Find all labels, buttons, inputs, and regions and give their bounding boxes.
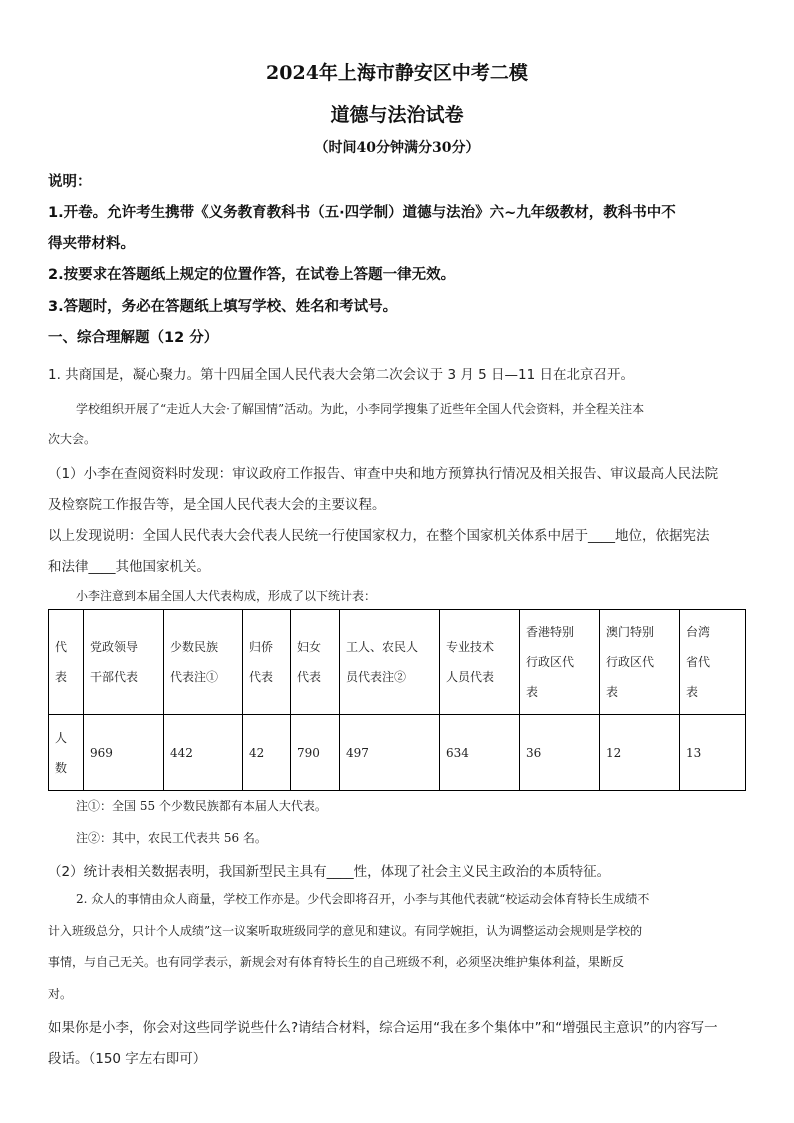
- table-cell: 36: [520, 715, 600, 791]
- table-cell: 42: [243, 715, 291, 791]
- exam-title: 2024年上海市静安区中考二模: [266, 62, 528, 84]
- header-cell-returned-overseas: 归侨 代表: [243, 610, 291, 715]
- instruction-1-cont: 得夹带材料。: [48, 236, 135, 252]
- header-cell-hong-kong: 香港特别 行政区代 表: [520, 610, 600, 715]
- section-heading: 一、综合理解题（12 分）: [48, 330, 219, 346]
- q2-material: 2. 众人的事情由众人商量，学校工作亦是。少代会即将召开，小李与其他代表就“校运动会体育特长生成绩不: [76, 892, 650, 906]
- table-data-row: [49, 715, 746, 791]
- q2-material-cont-3: 对。: [48, 987, 73, 1001]
- header-cell-taiwan: 台湾 省代 表: [680, 610, 746, 715]
- header-cell-macao: 澳门特别 行政区代 表: [600, 610, 680, 715]
- q1-part2: （2）统计表相关数据表明，我国新型民主具有____性，体现了社会主义民主政治的本质特征。: [48, 864, 611, 880]
- time-note: （时间40分钟满分30分）: [314, 140, 480, 156]
- instructions-heading: 说明：: [48, 174, 92, 190]
- q1-part1: （1）小李在查阅资料时发现：审议政府工作报告、审查中央和地方预算执行情况及相关报告、审议最高人民法院: [48, 466, 719, 482]
- q1-intro: 1. 共商国是，凝心聚力。第十四届全国人民代表大会第二次会议于 3 月 5 日—11 日在北京召开。: [48, 367, 634, 383]
- q1-activity-cont: 次大会。: [48, 432, 97, 446]
- table-header-row: [49, 610, 746, 715]
- instruction-3: 3.答题时，务必在答题纸上填写学校、姓名和考试号。: [48, 299, 398, 315]
- header-cell-professionals: 专业技术 人员代表: [440, 610, 520, 715]
- delegate-stats-table: [48, 609, 746, 791]
- instruction-2: 2.按要求在答题纸上规定的位置作答，在试卷上答题一律无效。: [48, 267, 456, 283]
- q1-activity: 学校组织开展了“走近人大会·了解国情”活动。为此，小李同学搜集了近些年全国人代会资料，并全程关注本: [76, 402, 645, 416]
- table-cell: 790: [291, 715, 340, 791]
- q1-part1-question: 以上发现说明：全国人民代表大会代表人民统一行使国家权力，在整个国家机关体系中居于____地位，依据宪法: [48, 528, 710, 544]
- exam-subject: 道德与法治试卷: [330, 104, 464, 126]
- table-cell: 497: [340, 715, 440, 791]
- header-cell-women: 妇女 代表: [291, 610, 340, 715]
- table-note-1: 注①：全国 55 个少数民族都有本届人大代表。: [76, 799, 327, 813]
- header-cell-party-gov: 党政领导 干部代表: [84, 610, 164, 715]
- row-label-cell: 人 数: [49, 715, 84, 791]
- table-intro: 小李注意到本届全国人大代表构成，形成了以下统计表：: [76, 589, 377, 603]
- instruction-1: 1.开卷。允许考生携带《义务教育教科书（五·四学制）道德与法治》六~九年级教材，教科书中不: [48, 205, 676, 221]
- table-cell: 13: [680, 715, 746, 791]
- header-cell-minority: 少数民族 代表注①: [164, 610, 243, 715]
- q2-material-cont-1: 计入班级总分，只计个人成绩”这一议案听取班级同学的意见和建议。有同学婉拒，认为调整运动会规则是学校的: [48, 924, 643, 938]
- q1-part1-question-cont: 和法律____其他国家机关。: [48, 559, 210, 575]
- header-cell-workers-farmers: 工人、农民人 员代表注②: [340, 610, 440, 715]
- table-cell: 634: [440, 715, 520, 791]
- table-note-2: 注②：其中，农民工代表共 56 名。: [76, 831, 267, 845]
- q2-task-cont: 段话。（150 字左右即可）: [48, 1051, 207, 1067]
- table-cell: 969: [84, 715, 164, 791]
- table-cell: 12: [600, 715, 680, 791]
- header-cell-category: 代 表: [49, 610, 84, 715]
- q1-part1-cont: 及检察院工作报告等，是全国人民代表大会的主要议程。: [48, 497, 386, 513]
- q2-task: 如果你是小李，你会对这些同学说些什么?请结合材料，综合运用“我在多个集体中”和“增强民主意识”的内容写一: [48, 1020, 718, 1036]
- q2-material-cont-2: 事情，与自己无关。也有同学表示，新规会对有体育特长生的自己班级不利，必须坚决维护集体利益，果断反: [48, 955, 625, 969]
- table-cell: 442: [164, 715, 243, 791]
